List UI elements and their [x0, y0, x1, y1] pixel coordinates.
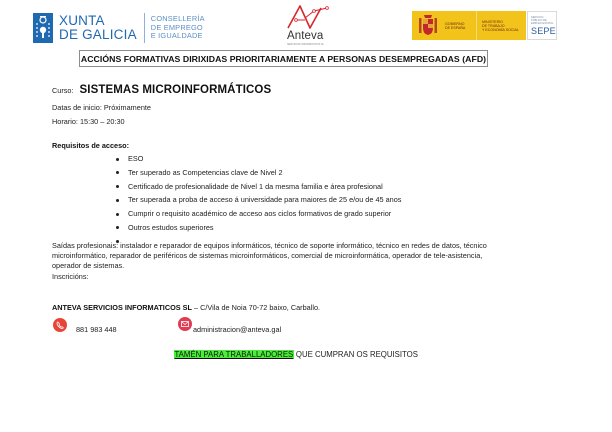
- course-label: Curso:: [52, 86, 74, 95]
- list-item: [116, 195, 401, 209]
- gobierno-line2: DE ESPAÑA: [445, 25, 466, 30]
- logo-divider: [144, 13, 145, 43]
- gobierno-text: [445, 22, 471, 30]
- company-line: [52, 303, 320, 312]
- bullet-icon: [116, 171, 119, 174]
- bullet-icon: [116, 199, 119, 202]
- requirement-text: Certificado de profesionalidade de Nivel 1 da mesma familia e área profesional: [128, 181, 383, 191]
- footer-notice: [174, 350, 418, 359]
- list-item: [116, 223, 401, 237]
- bullet-icon: [116, 226, 119, 229]
- list-item: [116, 182, 401, 196]
- course-line: [52, 84, 271, 96]
- bullet-icon: [116, 213, 119, 216]
- bullet-icon: [116, 158, 119, 161]
- consellería-name: [151, 15, 205, 41]
- anteva-logo: [283, 2, 339, 46]
- xunta-name: [59, 14, 137, 42]
- anteva-tagline: SERVICIOS INFORMATICOS SL: [287, 43, 324, 46]
- list-item: [116, 154, 401, 168]
- requirements-list: [116, 154, 401, 251]
- footer-rest: QUE CUMPRAN OS REQUISITOS: [293, 350, 418, 359]
- sepe-name: SEPE: [531, 26, 556, 36]
- galicia-shield-icon: [33, 13, 53, 43]
- schedule: Horario: 15:30 – 20:30: [52, 117, 125, 126]
- page-title: ACCIÓNS FORMATIVAS DIRIXIDAS PRIORITARIAMENTE A PERSONAS DESEMPREGADAS (AFD): [80, 53, 487, 64]
- highlighted-text: TAMÉN PARA TRABALLADORES: [174, 350, 294, 359]
- phone-number: 881 983 448: [76, 325, 117, 334]
- registrations-label: Inscricións:: [52, 271, 89, 281]
- xunta-de-galicia-logo: [33, 12, 205, 44]
- mail-icon: [178, 317, 192, 331]
- dept-line3: E IGUALDADE: [150, 31, 203, 41]
- requirement-text: Ter superada a proba de acceso á universidade para maiores de 25 e/ou de 45 anos: [128, 195, 402, 205]
- sepe-fullname: SERVICIO PÚBLICO DE EMPLEO ESTATAL: [531, 16, 554, 25]
- requirement-text: Cumprir o requisito académico de acceso aos ciclos formativos de grado superior: [128, 209, 392, 219]
- dept-line1: CONSELLERÍA: [150, 14, 205, 24]
- spain-coat-of-arms-icon: [417, 14, 439, 37]
- sepe-logo: [527, 11, 557, 40]
- gobierno-line1: GOBIERNO: [445, 21, 465, 26]
- requirement-text: Outros estudos superiores: [128, 222, 214, 232]
- company-name: ANTEVA SERVICIOS INFORMATICOS SL: [52, 303, 193, 312]
- course-name: SISTEMAS MICROINFORMÁTICOS: [79, 84, 272, 96]
- bullet-icon: [116, 185, 119, 188]
- anteva-name: Anteva: [287, 30, 324, 42]
- requirements-title: Requisitos de acceso:: [52, 141, 130, 150]
- xunta-name-line2: DE GALICIA: [59, 27, 137, 42]
- requirement-text: Ter superado as Competencias clave de Nivel 2: [128, 167, 283, 177]
- career-line1: Saídas profesionais: instalador e reparador de equipos informáticos, técnico de soporte informático, técnico en redes de datos, técnico: [52, 241, 487, 250]
- email-address[interactable]: administracion@anteva.gal: [193, 325, 282, 334]
- gov-divider: [476, 11, 477, 40]
- career-line2: microinformático, reparador de periféricos de sistemas microinformáticos, comercial de microinformática, operador de tele-asistencia,: [52, 251, 483, 261]
- career-paragraph: [52, 241, 572, 282]
- list-item: [116, 209, 401, 223]
- title-box: [79, 50, 488, 67]
- start-date: Datas de inicio: Próximamente: [52, 103, 151, 112]
- ministerio-text: [482, 20, 522, 32]
- career-line3: operador de sistemas.: [52, 261, 125, 271]
- anteva-mark-icon: [283, 2, 339, 32]
- list-item: [116, 168, 401, 182]
- government-logo: [412, 11, 557, 40]
- company-address: – C/Vila de Noia 70-72 baixo, Carballo.: [192, 303, 321, 312]
- dept-line2: DE EMPREGO: [150, 22, 203, 32]
- requirement-text: ESO: [128, 154, 144, 163]
- ministerio-line3: Y ECONOMÍA SOCIAL: [482, 27, 519, 32]
- government-banner: [412, 11, 526, 40]
- xunta-name-line1: XUNTA: [59, 13, 105, 28]
- phone-icon: [53, 318, 67, 332]
- ministerio-line2: DE TRABAJO: [482, 23, 505, 28]
- ministerio-line1: MINISTERIO: [482, 19, 503, 24]
